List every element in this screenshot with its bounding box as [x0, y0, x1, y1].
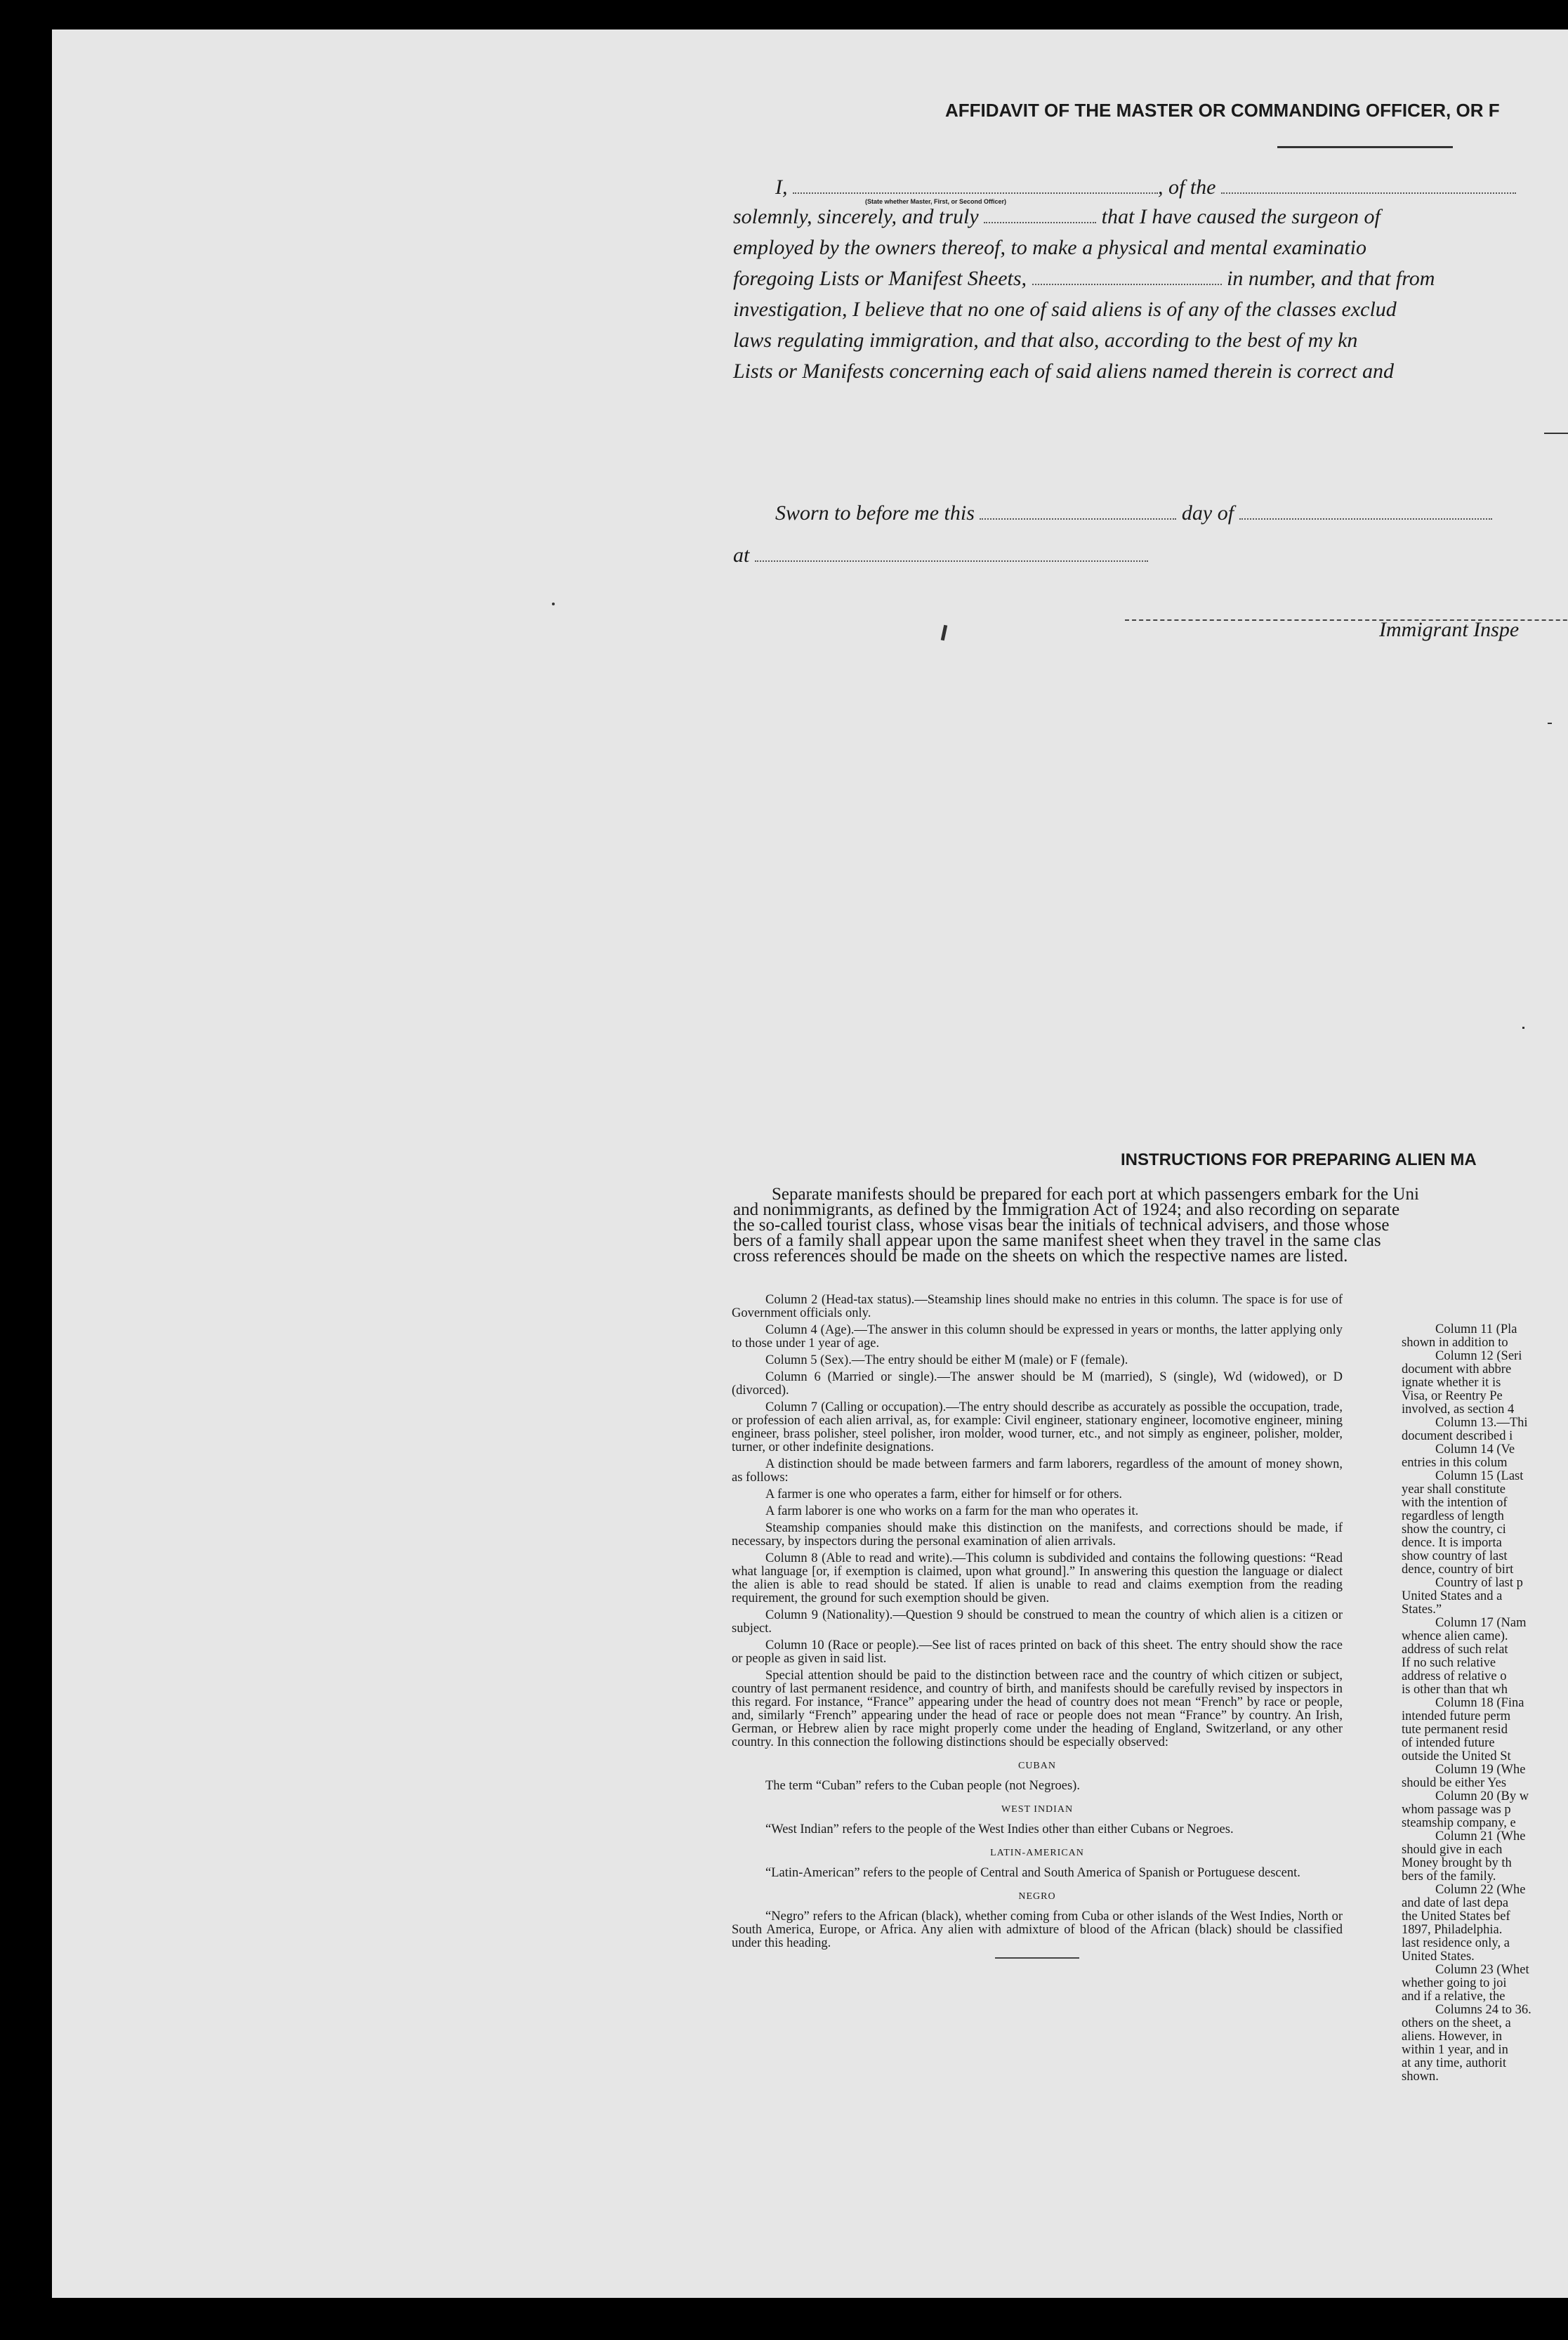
right-column-line: last residence only, a — [1402, 1936, 1510, 1950]
right-column-line: Column 17 (Nam — [1435, 1616, 1527, 1630]
instruction-paragraph: A distinction should be made between farmers and farm laborers, regardless of the amount of money shown, as follows: — [732, 1457, 1343, 1485]
right-column-line: document with abbre — [1402, 1362, 1512, 1376]
closing-rule — [995, 1957, 1079, 1959]
sheet-count-field[interactable] — [1032, 284, 1222, 285]
sworn-text: Sworn to before me this — [775, 501, 975, 525]
inspector-label: Immigrant Inspe — [1379, 618, 1520, 641]
right-column-line: Columns 24 to 36. — [1435, 2003, 1531, 2017]
right-column-line: address of relative o — [1402, 1669, 1507, 1683]
right-column-line: Column 13.—Thi — [1435, 1416, 1528, 1430]
right-column-line: tute permanent resid — [1402, 1723, 1508, 1737]
right-column-line: is other than that wh — [1402, 1683, 1508, 1697]
right-column-line: Country of last p — [1435, 1576, 1523, 1590]
right-column-line: within 1 year, and in — [1402, 2043, 1508, 2057]
instruction-paragraph: Steamship companies should make this distinction on the manifests, and corrections should be made, if necessary, by inspectors during the personal examination of alien arrivals. — [732, 1521, 1343, 1549]
officer-hint: (State whether Master, First, or Second Officer) — [865, 198, 1007, 205]
instructions-left-column — [732, 1294, 1343, 1959]
document-page — [52, 29, 1568, 2298]
instruction-paragraph: Column 2 (Head-tax status).—Steamship lines should make no entries in this column. The space is for use of Government officials only. — [732, 1293, 1343, 1320]
ink-mark — [941, 625, 947, 641]
affidavit-line-7: Lists or Manifests concerning each of said aliens named therein is correct and — [733, 360, 1395, 383]
affidavit-line-1 — [775, 176, 1516, 199]
right-column-line: year shall constitute — [1402, 1483, 1506, 1497]
intro-line: Separate manifests should be prepared for each port at which passengers embark for the Uni — [772, 1185, 1419, 1204]
master-signature-line — [1544, 433, 1568, 434]
right-column-line: Column 22 (Whe — [1435, 1883, 1526, 1897]
manifest-sheets-text: foregoing Lists or Manifest Sheets, — [733, 267, 1027, 290]
right-column-line: intended future perm — [1402, 1709, 1511, 1723]
right-column-line: States.” — [1402, 1603, 1442, 1617]
right-column-line: dence. It is importa — [1402, 1536, 1502, 1550]
oath-field[interactable] — [984, 222, 1096, 223]
right-column-line: at any time, authorit — [1402, 2056, 1506, 2070]
instruction-paragraph: Column 9 (Nationality).—Question 9 should be construed to mean the country of which alien is a citizen or subject. — [732, 1608, 1343, 1636]
right-column-line: United States and a — [1402, 1589, 1503, 1603]
intro-line: the so-called tourist class, whose visas bear the initials of technical advisers, and those whose — [733, 1216, 1390, 1235]
sworn-day-field[interactable] — [980, 518, 1176, 520]
right-column-line: Column 11 (Pla — [1435, 1323, 1517, 1336]
right-column-line: Visa, or Reentry Pe — [1402, 1389, 1503, 1403]
right-column-line: Column 20 (By w — [1435, 1789, 1529, 1803]
sworn-line — [775, 501, 1492, 525]
right-column-line: involved, as section 4 — [1402, 1402, 1515, 1417]
solemnly-text: solemnly, sincerely, and truly — [733, 205, 979, 228]
right-column-line: If no such relative — [1402, 1656, 1496, 1670]
latin-american-definition: “Latin-American” refers to the people of Central and South America of Spanish or Portuguese descent. — [765, 1866, 1300, 1880]
right-column-line: should give in each — [1402, 1843, 1503, 1857]
instruction-paragraph: Column 8 (Able to read and write).—This column is subdivided and contains the following questions: “Read what language [or, if exemption is claimed, upon what ground].” In answering this question the language or dialect the alien is able to read should be stated. If alien is unable to read and claims exemption from the reading requirement, the ground for such exemption should be given. — [732, 1551, 1343, 1605]
affidavit-line-5: investigation, I believe that no one of said aliens is of any of the classes exclud — [733, 298, 1397, 321]
right-column-line: whether going to joi — [1402, 1976, 1507, 1990]
right-column-line: document described i — [1402, 1429, 1513, 1443]
right-column-line: and if a relative, the — [1402, 1990, 1506, 2004]
west-indian-heading: WEST INDIAN — [1001, 1804, 1074, 1815]
instruction-paragraph: Column 7 (Calling or occupation).—The entry should describe as accurately as possible the occupation, trade, or profession of each alien arrival, as, for example: Civil engineer, stationary engineer, locomotive engineer, mining engineer, brass polisher, steel polisher, iron molder, wood turner, etc., and not simply as engineer, polisher, molder, turner, or other indefinite designations. — [732, 1400, 1343, 1454]
at-label: at — [733, 544, 750, 567]
right-column-line: Column 14 (Ve — [1435, 1442, 1515, 1457]
of-the-label: , of the — [1158, 176, 1216, 199]
right-column-line: Column 15 (Last — [1435, 1469, 1524, 1483]
right-column-line: Money brought by th — [1402, 1856, 1512, 1870]
intro-line: bers of a family shall appear upon the same manifest sheet when they travel in the same clas — [733, 1231, 1381, 1250]
instruction-paragraph: Column 10 (Race or people).—See list of races printed on back of this sheet. The entry should show the race or people as given in said list. — [732, 1638, 1343, 1666]
right-column-line: aliens. However, in — [1402, 2030, 1503, 2044]
affidavit-line-6: laws regulating immigration, and that also, according to the best of my kn — [733, 329, 1358, 352]
right-column-line: Column 19 (Whe — [1435, 1763, 1526, 1777]
right-column-line: whence alien came). — [1402, 1629, 1508, 1643]
ink-speck — [552, 603, 555, 605]
right-column-line: should be either Yes — [1402, 1776, 1507, 1790]
instruction-paragraph: Column 6 (Married or single).—The answer should be M (married), S (single), Wd (widowed), or D (divorced). — [732, 1370, 1343, 1398]
instructions-right-column — [1402, 1323, 1568, 2084]
right-column-line: the United States bef — [1402, 1910, 1510, 1924]
instruction-paragraph: Special attention should be paid to the distinction between race and the country of which citizen or subject, country of last permanent residence, and country of birth, and manifests should be carefully revised by inspectors in this regard. For instance, “France” appearing under the head of country does not mean “French” by race or people, and, similarly “French” appearing under the head of race or people does not mean “France” by country. An Irish, German, or Hebrew alien by race might properly come under the heading of England, Switzerland, or any other country. In this connection the following distinctions should be especially observed: — [732, 1669, 1343, 1749]
right-column-line: Column 18 (Fina — [1435, 1696, 1524, 1710]
in-number-text: in number, and that from — [1227, 267, 1435, 290]
right-column-line: outside the United St — [1402, 1749, 1511, 1763]
negro-heading: NEGRO — [1018, 1891, 1056, 1902]
negro-definition: “Negro” refers to the African (black), whether coming from Cuba or other islands of the West Indies, North or South America, Europe, or Africa. Any alien with admixture of blood of the African (black) should be classified under this heading. — [732, 1910, 1343, 1950]
right-column-line: United States. — [1402, 1950, 1475, 1964]
affidavit-line-4 — [733, 267, 1435, 291]
west-indian-definition: “West Indian” refers to the people of the West Indies other than either Cubans or Negroes. — [765, 1822, 1234, 1836]
ink-speck — [1522, 1027, 1524, 1029]
right-column-line: regardless of length — [1402, 1509, 1504, 1523]
right-column-line: entries in this colum — [1402, 1456, 1508, 1470]
cuban-definition: The term “Cuban” refers to the Cuban people (not Negroes). — [765, 1779, 1080, 1793]
right-column-line: and date of last depa — [1402, 1896, 1509, 1910]
officer-field[interactable] — [793, 192, 1158, 194]
pronoun-label: I, — [775, 176, 788, 199]
right-column-line: steamship company, e — [1402, 1816, 1516, 1830]
at-place-field[interactable] — [755, 560, 1148, 562]
right-column-line: whom passage was p — [1402, 1803, 1511, 1817]
right-column-line: ignate whether it is — [1402, 1376, 1501, 1390]
instruction-paragraph: A farmer is one who operates a farm, either for himself or for others. — [765, 1487, 1123, 1501]
right-column-line: show the country, ci — [1402, 1523, 1506, 1537]
vessel-field[interactable] — [1221, 192, 1516, 194]
affidavit-line-3: employed by the owners thereof, to make a physical and mental examinatio — [733, 236, 1367, 259]
affidavit-line-2 — [733, 205, 1381, 229]
cuban-heading: CUBAN — [1017, 1761, 1056, 1771]
right-column-line: show country of last — [1402, 1549, 1508, 1563]
intro-line: and nonimmigrants, as defined by the Immigration Act of 1924; and also recording on separate — [733, 1200, 1400, 1219]
at-line — [733, 544, 1148, 567]
surgeon-text: that I have caused the surgeon of — [1101, 205, 1381, 228]
right-column-line: Column 21 (Whe — [1435, 1829, 1526, 1843]
instruction-paragraph: A farm laborer is one who works on a farm for the man who operates it. — [765, 1504, 1139, 1518]
instructions-intro — [733, 1187, 1419, 1264]
sworn-month-field[interactable] — [1239, 518, 1492, 520]
instruction-paragraph: Column 5 (Sex).—The entry should be either M (male) or F (female). — [765, 1353, 1128, 1367]
right-column-line: shown. — [1402, 2070, 1439, 2084]
right-column-line: others on the sheet, a — [1402, 2016, 1511, 2030]
right-column-line: of intended future — [1402, 1736, 1495, 1750]
right-column-line: with the intention of — [1402, 1496, 1508, 1510]
right-column-line: address of such relat — [1402, 1643, 1508, 1657]
right-column-line: bers of the family. — [1402, 1869, 1496, 1884]
intro-line: cross references should be made on the sheets on which the respective names are listed. — [733, 1247, 1348, 1266]
instructions-title: INSTRUCTIONS FOR PREPARING ALIEN MA — [1121, 1150, 1477, 1169]
title-underline — [1277, 146, 1453, 148]
right-column-line: shown in addition to — [1402, 1336, 1508, 1350]
right-column-line: dence, country of birt — [1402, 1563, 1514, 1577]
right-column-line: Column 12 (Seri — [1435, 1349, 1522, 1363]
right-column-line: Column 23 (Whet — [1435, 1963, 1529, 1977]
affidavit-title: AFFIDAVIT OF THE MASTER OR COMMANDING OFFICER, OR F — [945, 100, 1500, 121]
right-column-line: 1897, Philadelphia. — [1402, 1923, 1503, 1937]
instruction-paragraph: Column 4 (Age).—The answer in this column should be expressed in years or months, the latter applying only to those under 1 year of age. — [732, 1323, 1343, 1350]
ink-speck — [1548, 723, 1552, 724]
latin-american-heading: LATIN-AMERICAN — [990, 1848, 1084, 1858]
day-of-text: day of — [1181, 501, 1234, 525]
